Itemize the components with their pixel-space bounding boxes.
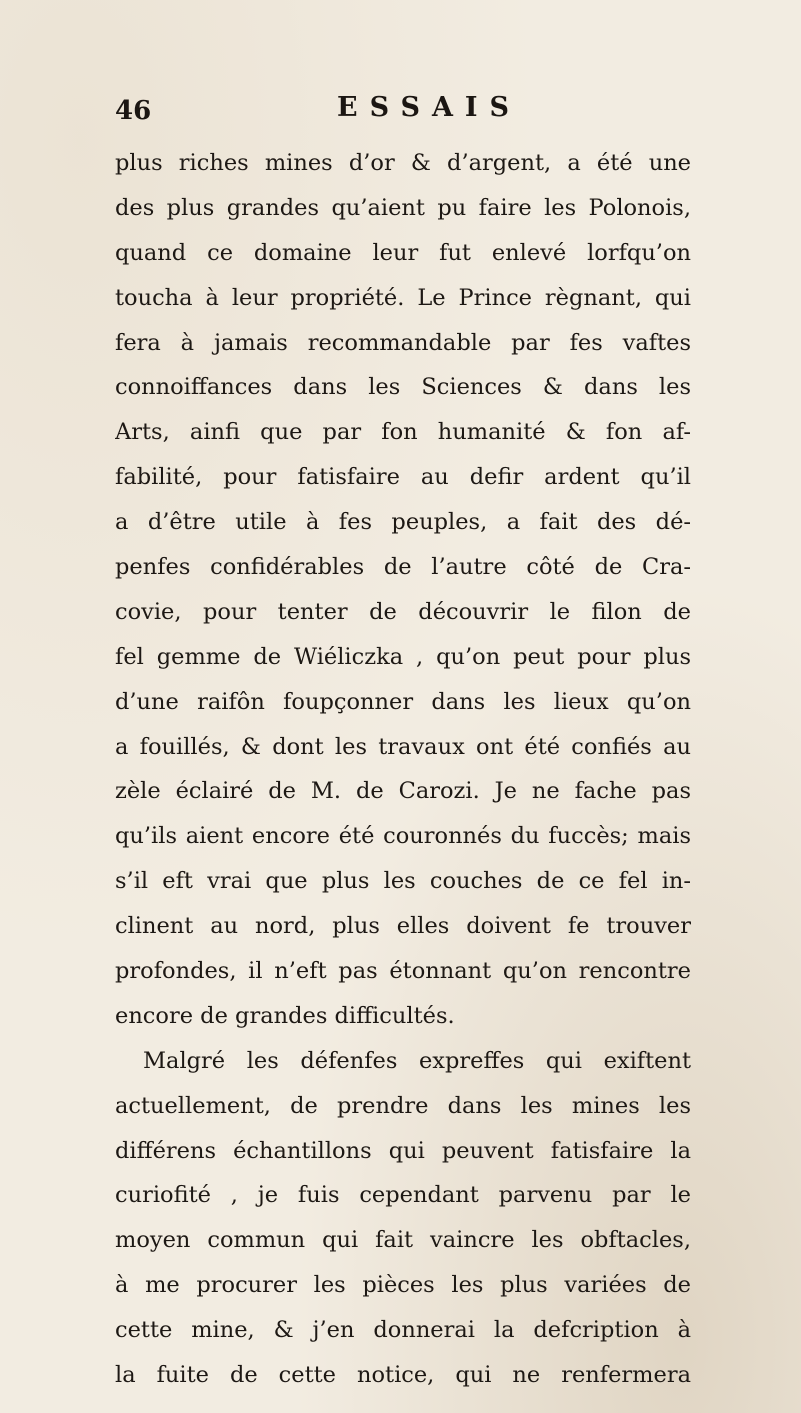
text-line: connoiffances dans les Sciences & dans les (115, 374, 691, 401)
text-line: des plus grandes qu’aient pu faire les Polonois, (115, 194, 691, 221)
text-line: plus riches mines d’or & d’argent, a été une (115, 150, 691, 176)
text-line: actuellement, de prendre dans les mines les (115, 1092, 691, 1119)
text-line: qu’ils aient encore été couronnés du fuccès; mais (115, 823, 691, 850)
text-line: profondes, il n’eft pas étonnant qu’on rencontre (115, 958, 691, 985)
text-line: penfes confidérables de l’autre côté de Cra- (115, 554, 691, 581)
paragraph-start-line: Malgré les défenfes expreffes qui exiftent (143, 1047, 691, 1074)
text-line: fel gemme de Wiéliczka , qu’on peut pour plus (115, 643, 691, 670)
text-line: Arts, ainfi que par fon humanité & fon af- (115, 419, 691, 446)
text-line: d’une raifôn foupçonner dans les lieux qu’on (115, 688, 691, 715)
page-number: 46 (115, 96, 152, 126)
text-line: cette mine, & j’en donnerai la defcription à (115, 1317, 691, 1344)
page-header (115, 92, 695, 126)
text-line: fera à jamais recommandable par fes vaftes (115, 329, 691, 356)
text-line: à me procurer les pièces les plus variées de (115, 1272, 691, 1299)
text-line: curiofité , je fuis cependant parvenu par le (115, 1182, 691, 1209)
text-line: la fuite de cette notice, qui ne renfermera (115, 1362, 691, 1389)
text-line: fabilité, pour fatisfaire au defir ardent qu’il (115, 464, 691, 491)
text-line: moyen commun qui fait vaincre les obftacles, (115, 1227, 691, 1254)
body-text (115, 141, 691, 1398)
text-line: quand ce domaine leur fut enlevé lorfqu’on (115, 239, 691, 266)
running-head: ESSAIS (337, 92, 522, 123)
text-line: toucha à leur propriété. Le Prince règnant, qui (115, 284, 691, 311)
text-line: a d’être utile à fes peuples, a fait des dé- (115, 509, 691, 536)
text-line: covie, pour tenter de découvrir le filon de (115, 598, 691, 625)
text-line: a fouillés, & dont les travaux ont été confiés au (115, 733, 691, 760)
text-line: zèle éclairé de M. de Carozi. Je ne fache pas (115, 778, 691, 805)
text-line: différens échantillons qui peuvent fatisfaire la (115, 1137, 691, 1164)
text-line: clinent au nord, plus elles doivent fe trouver (115, 913, 691, 940)
paragraph-end-line: encore de grandes difficultés. (115, 1002, 455, 1029)
text-line: s’il eft vrai que plus les couches de ce fel in- (115, 868, 691, 895)
